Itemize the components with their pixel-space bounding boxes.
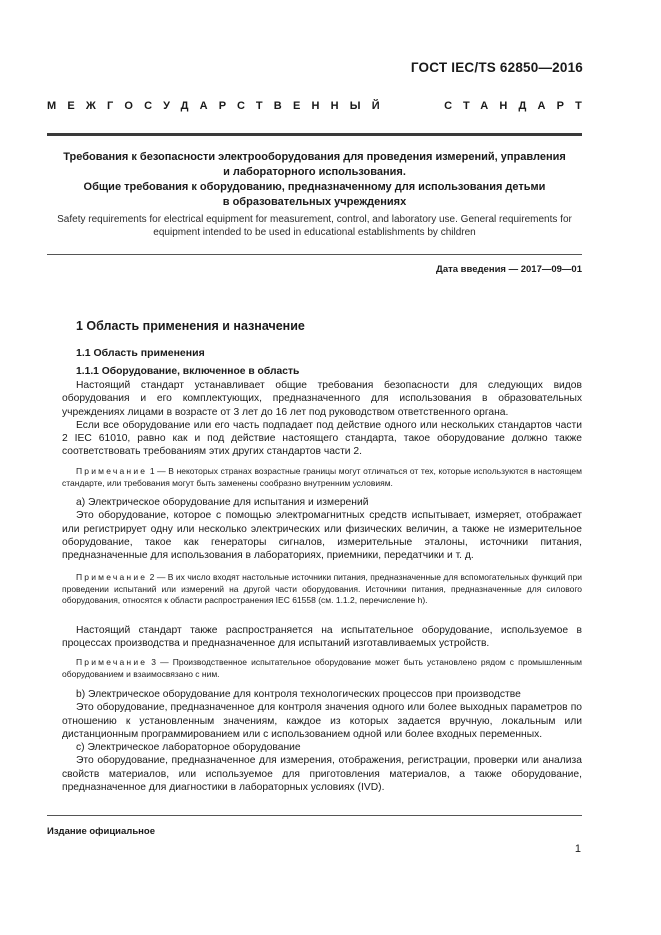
- note-text: 2 — В их число входят настольные источники питания, предназначенные для вспомогательных функций при проведении испытаний или измерений на другой части оборудования. Источники питания, предназначенные для силового оборудования, относятся к области распространения IEC 61558 (см. 1.1.2, перечисление h).: [62, 572, 582, 605]
- title-ru-line: в образовательных учреждениях: [222, 196, 407, 208]
- interstate-standard-banner: [47, 100, 593, 112]
- note-paragraph: [62, 466, 582, 489]
- introduction-date: Дата введения — 2017—09—01: [436, 264, 582, 275]
- standard-word: СТАНДАРТ: [444, 100, 593, 112]
- title-en-line: Safety requirements for electrical equipment for measurement, control, and laboratory use. General requirements for: [57, 214, 572, 225]
- list-item-b: b) Электрическое оборудование для контроля технологических процессов при производстве: [76, 689, 521, 700]
- note-3: [62, 657, 582, 680]
- title-english: [47, 213, 582, 239]
- note-paragraph: [62, 572, 582, 607]
- note-label: Примечание: [76, 572, 148, 582]
- title-ru-line: Требования к безопасности электрооборудования для проведения измерений, управления: [63, 151, 566, 163]
- note-label: Примечание: [76, 466, 148, 476]
- body-block-2: [62, 496, 582, 562]
- title-ru-line: и лабораторного использования.: [223, 166, 406, 178]
- body-block-3: [62, 624, 582, 651]
- paragraph: Это оборудование, предназначенное для измерения, отображения, регистрации, проверки или анализа свойств материалов, или используемое для приготовления материалов, а также оборудование, предназначенное для диагностики в лабораторных условиях (IVD).: [62, 755, 582, 794]
- title-divider: [47, 254, 582, 255]
- note-label: Примечание: [76, 657, 148, 667]
- list-item-c: c) Электрическое лабораторное оборудование: [76, 742, 301, 754]
- official-edition-label: Издание официальное: [47, 826, 155, 837]
- title-ru-line: Общие требования к оборудованию, предназначенному для использования детьми: [83, 181, 546, 193]
- body-block-4: [62, 688, 582, 794]
- title-russian: [47, 150, 582, 210]
- body-block-1: [62, 379, 582, 459]
- note-text: 1 — В некоторых странах возрастные границы могут отличаться от тех, которые используются в настоящем стандарте, или требования могут быть заменены сообразно внутренним условиям.: [62, 466, 582, 488]
- subsubsection-heading: 1.1.1 Оборудование, включенное в область: [76, 366, 300, 377]
- paragraph: Настоящий стандарт также распространяется на испытательное оборудование, используемое в процессах производства и предназначенное для испытаний изготавливаемых устройств.: [62, 625, 582, 650]
- title-en-line: equipment intended to be used in educational establishments by children: [153, 227, 476, 238]
- header-divider: [47, 133, 582, 136]
- footer-divider: [47, 815, 582, 816]
- paragraph: Это оборудование, предназначенное для контроля значения одного или более выходных параметров по отношению к установленным значениям, каждое из которых задается вручную, локальным или дистанционным программированием или с использованием одной или более входных переменных.: [62, 702, 582, 740]
- standard-number: ГОСТ IEC/TS 62850—2016: [410, 60, 583, 75]
- note-paragraph: [62, 657, 582, 680]
- subsection-heading: 1.1 Область применения: [76, 347, 205, 359]
- paragraph: Настоящий стандарт устанавливает общие требования безопасности для следующих видов оборудования и его комплектующих, предназначенного для использования в образовательных учреждениях лицами в возрасте от 3 лет до 16 лет под руководством ответственного органа.: [62, 380, 582, 418]
- interstate-word: МЕЖГОСУДАРСТВЕННЫЙ: [47, 100, 391, 112]
- page-number: 1: [574, 843, 581, 855]
- paragraph: Это оборудование, которое с помощью электромагнитных средств испытывает, измеряет, отображает или регистрирует одну или несколько электрических или физических величин, а также не измерительное оборудование, такое как генераторы сигналов, измерительные эталоны, источники питания, предназначенные для использования в лабораториях, приемники, передатчики и т. д.: [62, 510, 582, 562]
- note-2: [62, 572, 582, 607]
- note-1: [62, 466, 582, 489]
- section-heading: 1 Область применения и назначение: [76, 319, 305, 333]
- paragraph: Если все оборудование или его часть подпадает под действие одного или нескольких стандартов части 2 IEC 61010, равно как и под действие настоящего стандарта, такое оборудование должно также соответствовать требованиям этих других стандартов части 2.: [62, 419, 582, 458]
- list-item-a: a) Электрическое оборудование для испытания и измерений: [76, 497, 369, 508]
- note-text: 3 — Производственное испытательное оборудование может быть установлено рядом с промышленным оборудованием и взаимосвязано с ним.: [62, 657, 582, 679]
